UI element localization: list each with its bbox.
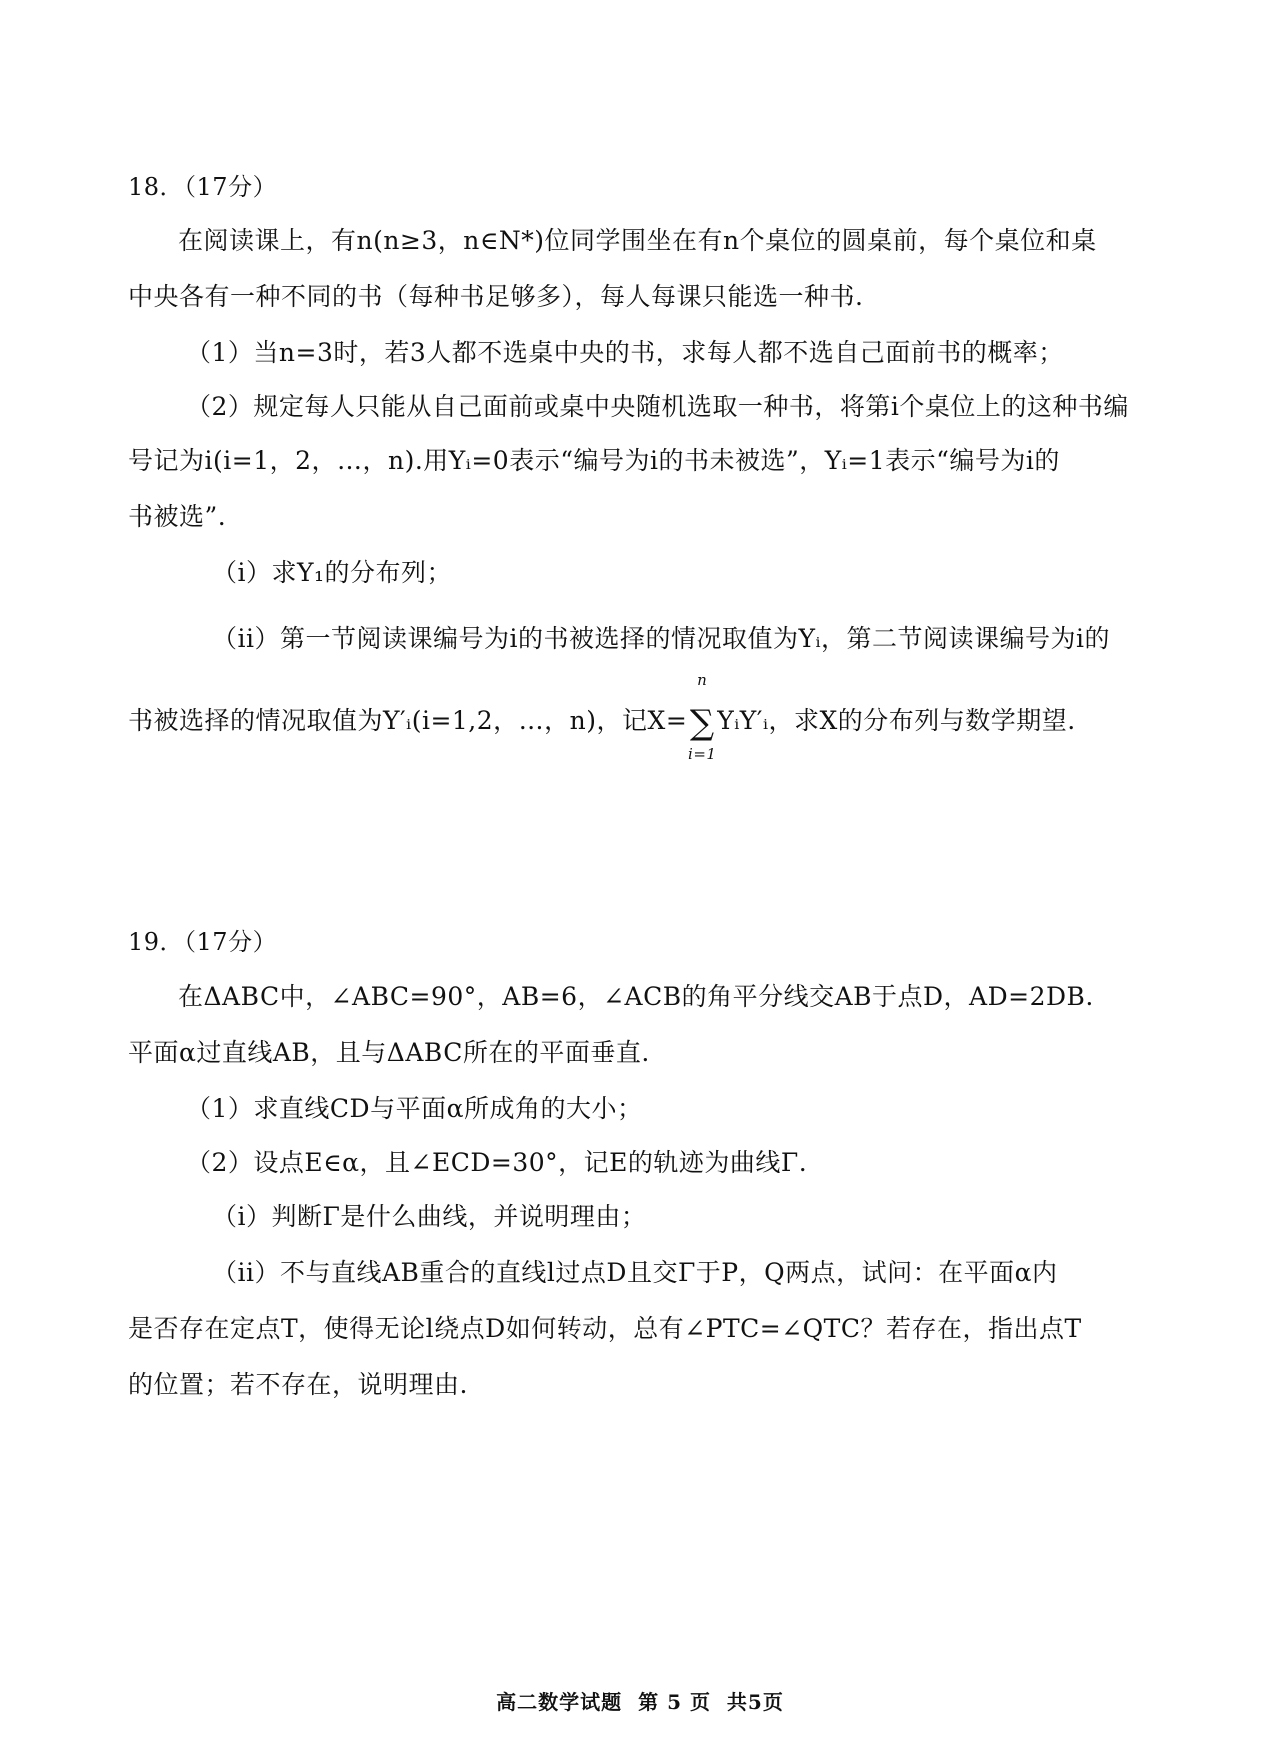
summation-symbol [687, 670, 717, 763]
q19-part-1: （1）求直线CD与平面α所成角的大小； [186, 1094, 643, 1123]
q18-part-1: （1）当n=3时，若3人都不选桌中央的书，求每人都不选自己面前书的概率； [186, 338, 1064, 367]
q18-sub-ii-line-2 [128, 670, 1076, 763]
q19-part-2: （2）设点E∈α，且∠ECD=30°，记E的轨迹为曲线Γ. [186, 1148, 808, 1177]
q18-paragraph-line-1: 在阅读课上，有n(n≥3，n∈N*)位同学围坐在有n个桌位的圆桌前，每个桌位和桌 [178, 226, 1097, 255]
footer-page-total: 共5页 [726, 1690, 784, 1714]
page-footer [0, 1686, 1280, 1715]
q19-sub-ii-line-2: 是否存在定点T，使得无论l绕点D如何转动，总有∠PTC=∠QTC？若存在，指出点T [128, 1314, 1082, 1343]
q18-sub-ii-text-b: YᵢY′ᵢ，求X的分布列与数学期望. [717, 706, 1076, 735]
footer-page-number: 第 5 页 [638, 1690, 711, 1714]
q19-sub-ii-line-1: （ii）不与直线AB重合的直线l过点D且交Γ于P，Q两点，试问：在平面α内 [212, 1258, 1058, 1287]
sigma-sign: ∑ [689, 702, 715, 743]
q19-heading: 19．（17分） [128, 928, 278, 956]
q19-paragraph-line-2: 平面α过直线AB，且与ΔABC所在的平面垂直. [128, 1038, 650, 1067]
q18-heading: 18．（17分） [128, 173, 278, 201]
q18-part-2-line-1: （2）规定每人只能从自己面前或桌中央随机选取一种书，将第i个桌位上的这种书编 [186, 392, 1129, 421]
q18-sub-i: （i）求Y₁的分布列； [212, 558, 453, 587]
q18-part-2-line-3: 书被选”. [128, 502, 227, 531]
q18-paragraph-line-2: 中央各有一种不同的书（每种书足够多），每人每课只能选一种书. [128, 282, 864, 311]
q18-sub-ii-line-1: （ii）第一节阅读课编号为i的书被选择的情况取值为Yᵢ，第二节阅读课编号为i的 [212, 624, 1111, 653]
sum-lower-limit: i=1 [688, 744, 717, 763]
footer-subject: 高二数学试题 [496, 1690, 623, 1714]
q18-sub-ii-text-a: 书被选择的情况取值为Y′ᵢ(i=1,2，…，n)，记X= [128, 706, 688, 735]
q19-sub-i: （i）判断Γ是什么曲线，并说明理由； [212, 1202, 647, 1231]
sum-upper-limit: n [697, 670, 708, 689]
q18-part-2-line-2: 号记为i(i=1，2，…，n).用Yᵢ=0表示“编号为i的书未被选”，Yᵢ=1表示“编号为i的 [128, 446, 1060, 475]
q19-sub-ii-line-3: 的位置；若不存在，说明理由. [128, 1370, 468, 1399]
q19-paragraph-line-1: 在ΔABC中，∠ABC=90°，AB=6，∠ACB的角平分线交AB于点D，AD=2DB. [178, 982, 1094, 1011]
